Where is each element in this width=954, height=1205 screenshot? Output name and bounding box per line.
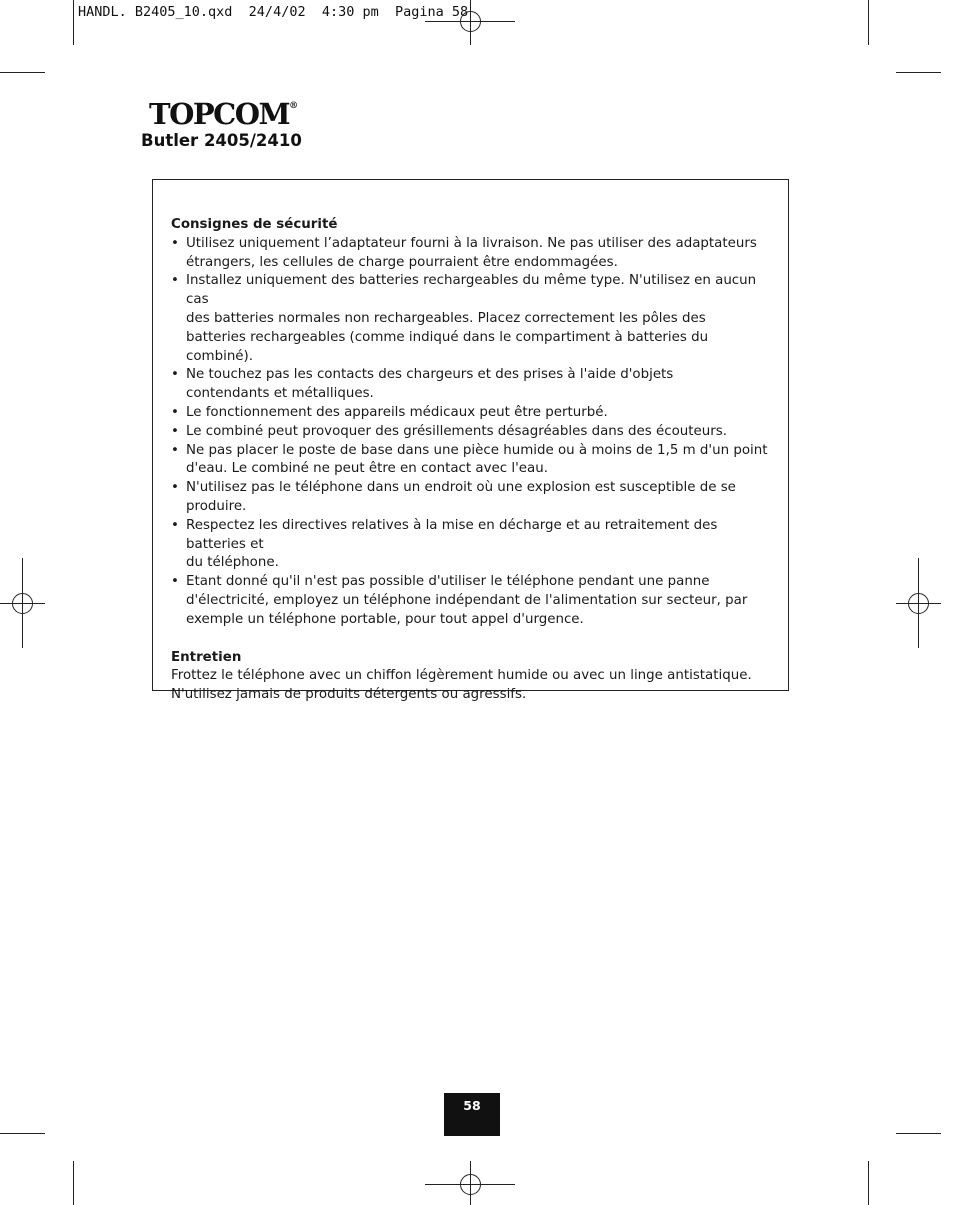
logo-text: TOPCOM bbox=[149, 97, 290, 131]
safety-item-line: Ne touchez pas les contacts des chargeurs et des prises à l'aide d'objets bbox=[186, 367, 674, 383]
bullet-icon: • bbox=[171, 423, 179, 439]
safety-item bbox=[171, 404, 771, 423]
bullet-icon: • bbox=[171, 367, 179, 383]
crop-mark-bottom-right-v bbox=[868, 1161, 869, 1205]
crop-mark-bottom-left-h bbox=[0, 1133, 45, 1134]
safety-item bbox=[171, 442, 771, 480]
safety-item-line: du téléphone. bbox=[186, 555, 279, 571]
maintenance-text bbox=[171, 667, 771, 705]
bullet-icon: • bbox=[171, 404, 179, 420]
maintenance-line: Frottez le téléphone avec un chiffon légèrement humide ou avec un linge antistatique. bbox=[171, 668, 752, 684]
bullet-icon: • bbox=[171, 574, 179, 590]
crop-mark-top-right-v bbox=[868, 0, 869, 45]
bullet-icon: • bbox=[171, 480, 179, 496]
safety-item-line: batteries rechargeables (comme indiqué dans le compartiment à batteries du combiné). bbox=[186, 329, 709, 364]
safety-item-line: Le fonctionnement des appareils médicaux peut être perturbé. bbox=[186, 404, 608, 420]
product-title: Butler 2405/2410 bbox=[141, 131, 302, 150]
bullet-icon: • bbox=[171, 517, 179, 533]
registered-mark: ® bbox=[289, 101, 299, 111]
crop-mark-top-left-h bbox=[0, 72, 45, 73]
safety-item bbox=[171, 235, 771, 273]
crop-mark-top-left-v bbox=[73, 0, 74, 45]
safety-item-line: produire. bbox=[186, 498, 247, 514]
print-slug: HANDL. B2405_10.qxd 24/4/02 4:30 pm Pagina 58 bbox=[78, 4, 469, 20]
safety-item bbox=[171, 479, 771, 517]
safety-item-line: Etant donné qu'il n'est pas possible d'utiliser le téléphone pendant une panne bbox=[186, 574, 710, 590]
maintenance-heading: Entretien bbox=[171, 649, 242, 665]
bullet-icon: • bbox=[171, 235, 179, 251]
safety-item-line: Utilisez uniquement l’adaptateur fourni à la livraison. Ne pas utiliser des adaptateurs bbox=[186, 235, 757, 251]
bullet-icon: • bbox=[171, 442, 179, 458]
safety-item-line: exemple un téléphone portable, pour tout appel d'urgence. bbox=[186, 611, 584, 627]
topcom-logo bbox=[149, 97, 299, 131]
safety-item-line: N'utilisez pas le téléphone dans un endroit où une explosion est susceptible de se bbox=[186, 480, 736, 496]
safety-item-line: d'eau. Le combiné ne peut être en contact avec l'eau. bbox=[186, 461, 548, 477]
safety-item-line: Le combiné peut provoquer des grésillements désagréables dans des écouteurs. bbox=[186, 423, 727, 439]
safety-heading: Consignes de sécurité bbox=[171, 217, 338, 232]
safety-item bbox=[171, 272, 771, 366]
crop-mark-bottom-left-v bbox=[73, 1161, 74, 1205]
safety-item-line: étrangers, les cellules de charge pourraient être endommagées. bbox=[186, 254, 618, 270]
page-number: 58 bbox=[444, 1093, 500, 1136]
safety-item bbox=[171, 573, 771, 629]
safety-item bbox=[171, 423, 771, 442]
maintenance-line: N'utilisez jamais de produits détergents ou agressifs. bbox=[171, 687, 527, 703]
safety-item-line: Installez uniquement des batteries rechargeables du même type. N'utilisez en aucun cas bbox=[186, 273, 757, 308]
safety-item bbox=[171, 517, 771, 573]
safety-item bbox=[171, 366, 771, 404]
bullet-icon: • bbox=[171, 273, 179, 289]
crop-mark-bottom-right-h bbox=[896, 1133, 941, 1134]
crop-mark-top-right-h bbox=[896, 72, 941, 73]
safety-item-line: Respectez les directives relatives à la mise en décharge et au retraitement des batteries et bbox=[186, 517, 718, 552]
content-text bbox=[171, 216, 771, 705]
safety-item-line: contendants et métalliques. bbox=[186, 386, 374, 402]
safety-item-line: Ne pas placer le poste de base dans une pièce humide ou à moins de 1,5 m d'un point bbox=[186, 442, 768, 458]
safety-item-line: des batteries normales non rechargeables. Placez correctement les pôles des bbox=[186, 310, 706, 326]
safety-list bbox=[171, 235, 771, 630]
safety-item-line: d'électricité, employez un téléphone indépendant de l'alimentation sur secteur, par bbox=[186, 592, 748, 608]
